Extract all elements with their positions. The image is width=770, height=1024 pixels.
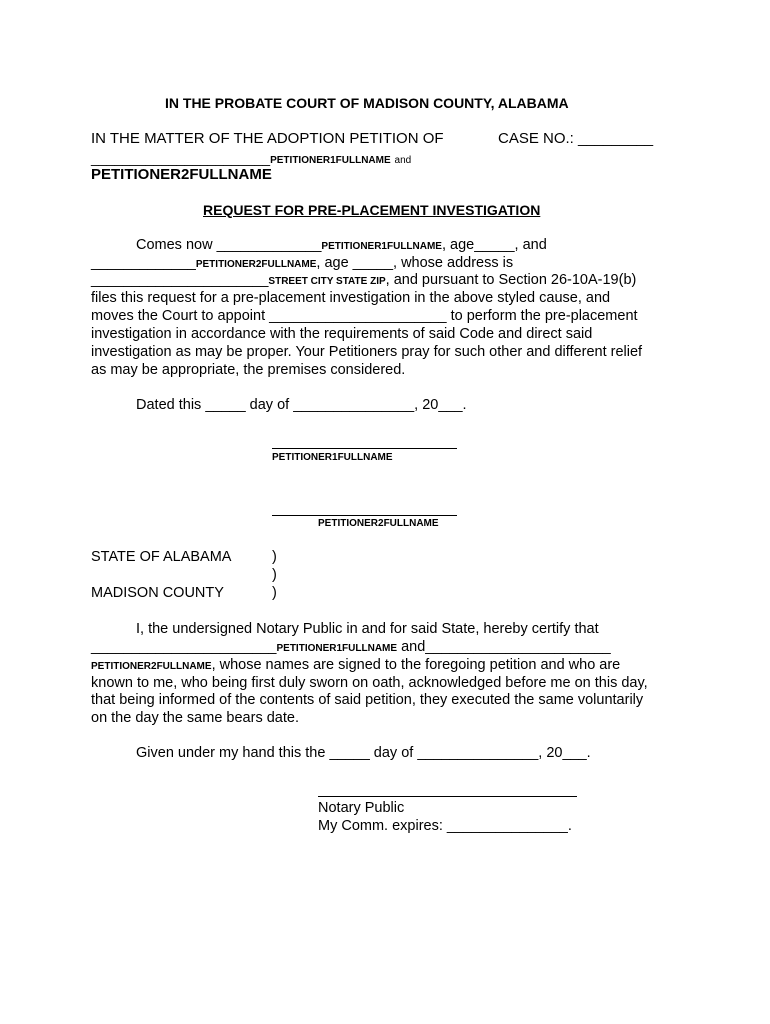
- body-line-3: [91, 272, 636, 288]
- notary-expires: My Comm. expires: _______________.: [318, 818, 572, 834]
- body-petitioner2: PETITIONER2FULLNAME: [195, 259, 317, 270]
- court-title: IN THE PROBATE COURT OF MADISON COUNTY, ALABAMA: [165, 95, 569, 111]
- notary-text: _______________________: [91, 639, 277, 655]
- signature-name-2: PETITIONER2FULLNAME: [318, 518, 439, 529]
- notary-line-1: I, the undersigned Notary Public in and for said State, hereby certify that: [136, 621, 599, 637]
- venue-paren: ): [272, 549, 277, 565]
- signature-name-1: PETITIONER1FULLNAME: [272, 452, 393, 463]
- matter-label: IN THE MATTER OF THE ADOPTION PETITION OF: [91, 130, 444, 147]
- body-address: STREET CITY STATE ZIP: [268, 276, 386, 287]
- venue-county: MADISON COUNTY: [91, 585, 224, 601]
- body-text: , age _____, whose address is: [316, 255, 514, 271]
- document-heading: REQUEST FOR PRE-PLACEMENT INVESTIGATION: [203, 202, 541, 218]
- matter-petitioner1-line: [91, 150, 411, 166]
- body-text: , age_____, and: [441, 237, 547, 253]
- notary-petitioner2: PETITIONER2FULLNAME: [91, 661, 212, 672]
- notary-line-6: on the day the same bears date.: [91, 710, 299, 726]
- venue-paren: ): [272, 567, 277, 583]
- notary-line-3: [91, 657, 620, 673]
- body-text: ______________________: [91, 272, 269, 288]
- body-line-7: investigation as may be proper. Your Petitioners pray for such other and different relief: [91, 344, 643, 360]
- matter-petitioner2: PETITIONER2FULLNAME: [91, 166, 272, 183]
- body-text: , and pursuant to Section 26-10A-19(b): [385, 272, 637, 288]
- body-text: Comes now _____________: [136, 237, 322, 253]
- venue-paren: ): [272, 585, 277, 601]
- body-text: _____________: [91, 255, 196, 271]
- body-petitioner1: PETITIONER1FULLNAME: [321, 241, 442, 252]
- notary-line-4: known to me, who being first duly sworn on oath, acknowledged before me on this day,: [91, 675, 648, 691]
- body-line-1: [136, 237, 547, 253]
- body-line-6: investigation in accordance with the requirements of said Code and direct said: [91, 326, 593, 342]
- matter-blank: _______________________: [91, 150, 271, 166]
- signature-line-1[interactable]: [272, 448, 457, 449]
- given-line: Given under my hand this the _____ day of _______________, 20___.: [136, 745, 591, 761]
- notary-title: Notary Public: [318, 800, 405, 816]
- notary-petitioner1: PETITIONER1FULLNAME: [276, 643, 398, 654]
- body-line-4: files this request for a pre-placement investigation in the above styled cause, and: [91, 290, 611, 306]
- body-line-2: [91, 255, 513, 271]
- notary-signature-line[interactable]: [318, 796, 577, 797]
- matter-and: and: [394, 155, 412, 166]
- case-number: CASE NO.: _________: [498, 130, 654, 147]
- dated-line: Dated this _____ day of _______________, 20___.: [136, 397, 467, 413]
- body-line-8: as may be appropriate, the premises considered.: [91, 362, 406, 378]
- signature-line-2[interactable]: [272, 515, 457, 516]
- notary-text: and_______________________: [397, 639, 611, 655]
- notary-text: , whose names are signed to the foregoing petition and who are: [211, 657, 621, 673]
- notary-line-5: that being informed of the contents of said petition, they executed the same voluntarily: [91, 692, 644, 708]
- body-line-5: moves the Court to appoint ______________________ to perform the pre-placement: [91, 308, 638, 324]
- matter-petitioner1: PETITIONER1FULLNAME: [270, 155, 391, 166]
- notary-line-2: [91, 639, 611, 655]
- venue-state: STATE OF ALABAMA: [91, 549, 232, 565]
